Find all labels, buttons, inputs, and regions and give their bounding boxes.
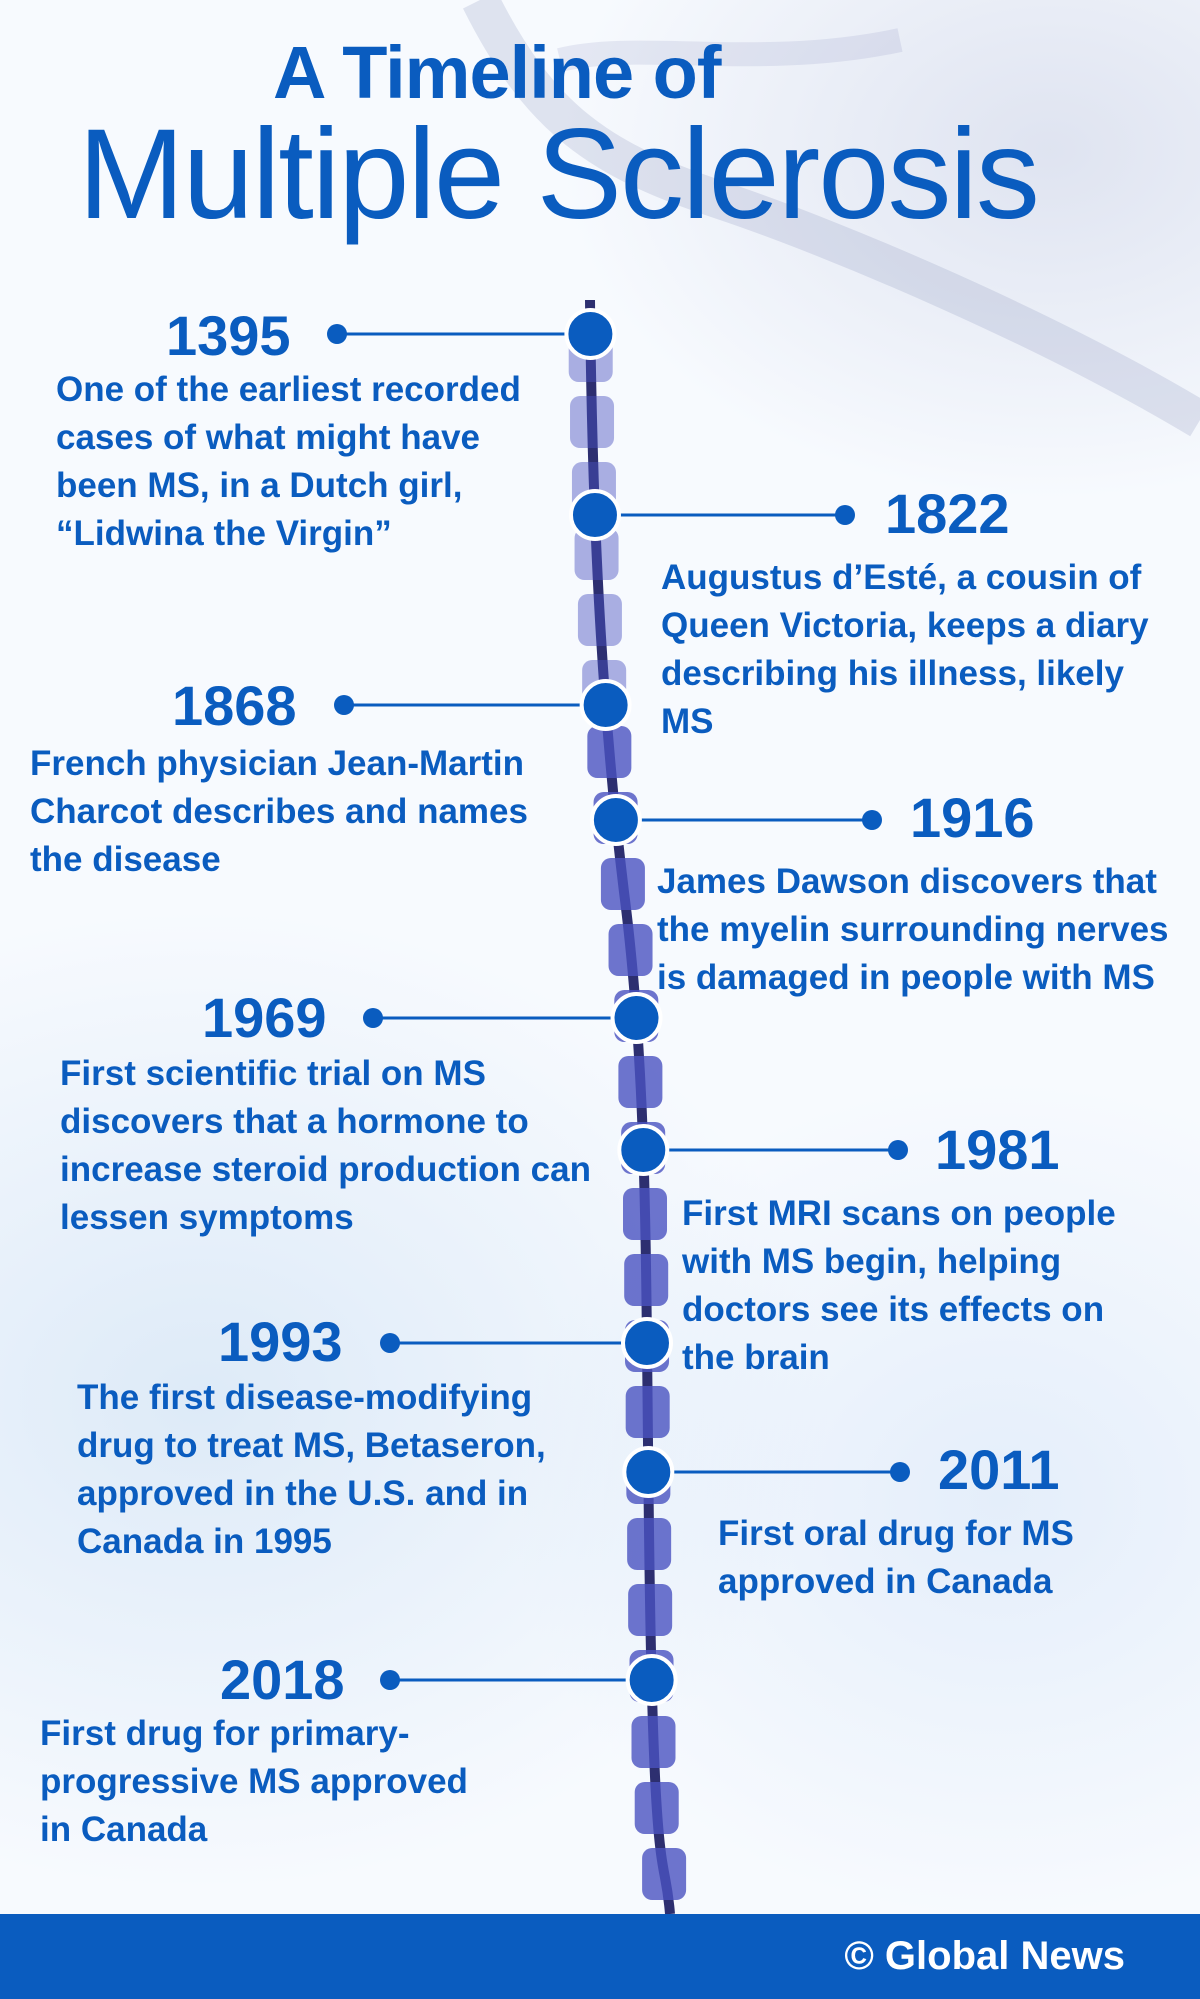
- timeline-node: [613, 994, 661, 1042]
- footer-bar: [0, 1914, 1200, 1999]
- event-year-1916: 1916: [910, 786, 1035, 849]
- myelin-segment: [635, 1782, 679, 1834]
- timeline-node: [623, 1319, 671, 1367]
- connector-end-dot: [862, 810, 882, 830]
- myelin-segment: [618, 1056, 662, 1108]
- myelin-segment: [587, 726, 631, 778]
- event-year-1395: 1395: [166, 304, 291, 367]
- myelin-segment: [609, 924, 653, 976]
- event-text-1981: First MRI scans on people with MS begin, helping doctors see its effects on the brain: [682, 1194, 1116, 1377]
- timeline-node: [628, 1656, 676, 1704]
- event-year-1993: 1993: [218, 1310, 343, 1373]
- myelin-segment: [627, 1518, 671, 1570]
- event-text-1822: Augustus d’Esté, a cousin of Queen Victoria, keeps a diary describing his illness, likely MS: [661, 558, 1149, 741]
- myelin-segment: [578, 594, 622, 646]
- event-text-1993: The first disease-modifying drug to treat MS, Betaseron, approved in the U.S. and in Canada in 1995: [77, 1378, 546, 1561]
- myelin-segment: [642, 1848, 686, 1900]
- connector-end-dot: [835, 505, 855, 525]
- event-text-2018: First drug for primary-progressive MS approved in Canada: [40, 1714, 468, 1849]
- myelin-segment: [624, 1254, 668, 1306]
- event-year-1969: 1969: [202, 986, 327, 1049]
- event-text-2011: First oral drug for MS approved in Canada: [718, 1514, 1074, 1601]
- event-year-1981: 1981: [935, 1118, 1060, 1181]
- myelin-segment: [570, 396, 614, 448]
- event-text-1395: One of the earliest recorded cases of what might have been MS, in a Dutch girl, “Lidwina the Virgin”: [56, 370, 521, 553]
- event-year-1868: 1868: [172, 674, 297, 737]
- timeline-node: [566, 310, 614, 358]
- event-year-2018: 2018: [220, 1648, 345, 1711]
- timeline-node: [571, 491, 619, 539]
- connector-end-dot: [380, 1670, 400, 1690]
- connector-end-dot: [334, 695, 354, 715]
- myelin-segment: [601, 858, 645, 910]
- event-year-1822: 1822: [885, 482, 1010, 545]
- timeline-node: [624, 1448, 672, 1496]
- myelin-segment: [623, 1188, 667, 1240]
- connector-end-dot: [327, 324, 347, 344]
- title-line-2: Multiple Sclerosis: [78, 103, 1038, 246]
- myelin-segment: [628, 1584, 672, 1636]
- myelin-segment: [631, 1716, 675, 1768]
- timeline-node: [592, 796, 640, 844]
- connector-end-dot: [363, 1008, 383, 1028]
- timeline-node: [619, 1126, 667, 1174]
- event-text-1868: French physician Jean-Martin Charcot describes and names the disease: [30, 744, 528, 879]
- event-text-1916: James Dawson discovers that the myelin surrounding nerves is damaged in people with MS: [657, 862, 1169, 997]
- footer-credit: © Global News: [844, 1934, 1125, 1978]
- myelin-segment: [626, 1386, 670, 1438]
- connector-end-dot: [890, 1462, 910, 1482]
- event-text-1969: First scientific trial on MS discovers that a hormone to increase steroid production can lessen symptoms: [60, 1054, 591, 1237]
- connector-end-dot: [380, 1333, 400, 1353]
- connector-end-dot: [888, 1140, 908, 1160]
- event-year-2011: 2011: [938, 1438, 1060, 1501]
- title-line-1: A Timeline of: [273, 31, 721, 114]
- timeline-node: [582, 681, 630, 729]
